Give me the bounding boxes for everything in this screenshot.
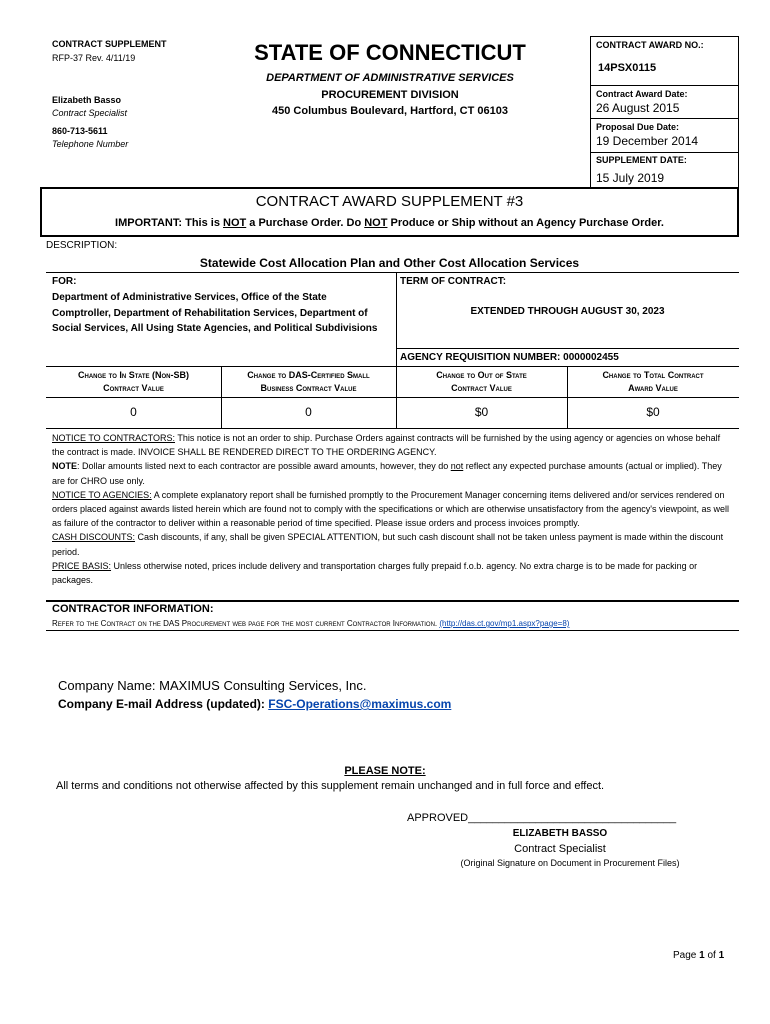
description-label: DESCRIPTION:: [46, 240, 118, 251]
contractor-info-heading: CONTRACTOR INFORMATION:: [52, 603, 214, 615]
contact-name: Elizabeth Basso: [52, 95, 122, 105]
award-date: 26 August 2015: [596, 101, 680, 115]
das-procurement-link[interactable]: (http://das.ct.gov/mp1.aspx?page=8): [439, 619, 570, 628]
award-no-label: CONTRACT AWARD NO.:: [596, 40, 704, 50]
notice-cash-discounts: CASH DISCOUNTS: Cash discounts, if any, shall be given SPECIAL ATTENTION, but such cash discount shall not be taken unless payment is made within the discount period.: [52, 532, 724, 557]
signature-note: (Original Signature on Document in Procurement Files): [460, 858, 680, 868]
header-total-award: Change to Total Contract Award Value: [602, 370, 704, 393]
value-in-state: 0: [130, 405, 137, 419]
form-id: RFP-37 Rev. 4/11/19: [52, 53, 136, 63]
award-date-label: Contract Award Date:: [596, 89, 688, 99]
address: 450 Columbus Boulevard, Hartford, CT 06103: [272, 105, 508, 117]
company-name-line: Company Name: MAXIMUS Consulting Services, Inc.: [58, 678, 367, 693]
for-text: Department of Administrative Services, Office of the State Comptroller, Department of Rehabilitation Services, Department of Social Services, All Using State Agencies, and Political Subdivisions: [52, 292, 378, 334]
contact-title: Contract Specialist: [52, 108, 128, 118]
contract-supplement-label: CONTRACT SUPPLEMENT: [52, 39, 167, 49]
division-name: PROCUREMENT DIVISION: [321, 89, 459, 101]
notice-agencies: NOTICE TO AGENCIES: A complete explanatory report shall be furnished promptly to the Procurement Manager concerning items delivered and/or services rendered on orders placed against awards listed herein which are found not to comply with the specifications or which are otherwise unsatisfactory from the agency's viewpoint, as well as failure of the contractor to deliver within a reasonable period of time specified. Please issue orders and process invoices promptly.: [52, 489, 730, 529]
value-out-of-state: $0: [474, 405, 489, 419]
header-das-small-business: Change to DAS-Certified Small Business Contract Value: [247, 370, 370, 393]
banner-title: CONTRACT AWARD SUPPLEMENT #3: [255, 193, 524, 210]
supplement-date: 15 July 2019: [596, 171, 665, 185]
requisition-number: AGENCY REQUISITION NUMBER: 0000002455: [400, 352, 619, 363]
supplement-date-label: SUPPLEMENT DATE:: [596, 155, 687, 165]
phone-label: Telephone Number: [52, 139, 129, 149]
please-note-text: All terms and conditions not otherwise affected by this supplement remain unchanged and in full force and effect.: [56, 780, 605, 792]
state-title: STATE OF CONNECTICUT: [254, 40, 526, 65]
important-notice: IMPORTANT: This is NOT a Purchase Order. Do NOT Produce or Ship without an Agency Purchase Order.: [115, 217, 664, 229]
term-value: EXTENDED THROUGH AUGUST 30, 2023: [470, 306, 665, 317]
proposal-due-label: Proposal Due Date:: [596, 122, 680, 132]
award-no: 14PSX0115: [598, 62, 657, 74]
please-note-heading: PLEASE NOTE:: [344, 765, 426, 777]
notices-section: [52, 431, 734, 587]
notice-contractors: NOTICE TO CONTRACTORS: This notice is not an order to ship. Purchase Orders against contracts will be furnished by the using agency or agencies on whose behalf the contract is made. INVOICE SHALL BE RENDERED DIRECT TO THE ORDERING AGENCY.: [52, 433, 721, 458]
company-email-line: Company E-mail Address (updated): FSC-Operations@maximus.com: [58, 697, 452, 711]
department-name: DEPARTMENT OF ADMINISTRATIVE SERVICES: [266, 72, 514, 84]
contractor-info-refer: Refer to the Contract on the DAS Procurement web page for the most current Contractor Information. (http://das.ct.gov/mp1.aspx?page=8): [52, 619, 570, 628]
for-label: FOR:: [52, 276, 77, 287]
contact-phone: 860-713-5611: [52, 126, 108, 136]
value-das-small-business: 0: [305, 405, 312, 419]
header-in-state: Change to In State (Non-SB) Contract Value: [78, 370, 189, 393]
value-total-award: $0: [646, 405, 660, 419]
term-label: TERM OF CONTRACT:: [400, 276, 507, 287]
approver-title: Contract Specialist: [514, 843, 606, 855]
page-number: Page 1 of 1: [673, 950, 725, 961]
approver-name: ELIZABETH BASSO: [512, 828, 608, 839]
header-out-of-state: Change to Out of State Contract Value: [436, 370, 527, 393]
approved-line: APPROVED__________________________________: [407, 812, 677, 824]
description-title: Statewide Cost Allocation Plan and Other Cost Allocation Services: [199, 256, 580, 270]
proposal-due: 19 December 2014: [596, 134, 699, 148]
notice-note: NOTE: Dollar amounts listed next to each contractor are possible award amounts, however, they do not reflect any expected purchase amounts (actual or implied). They are for CHRO use only.: [52, 461, 722, 486]
company-email-link[interactable]: FSC-Operations@maximus.com: [268, 697, 452, 711]
notice-price-basis: PRICE BASIS: Unless otherwise noted, prices include delivery and transportation charges fully prepaid f.o.b. agency. No extra charge is to be made for packing or packages.: [52, 560, 698, 586]
